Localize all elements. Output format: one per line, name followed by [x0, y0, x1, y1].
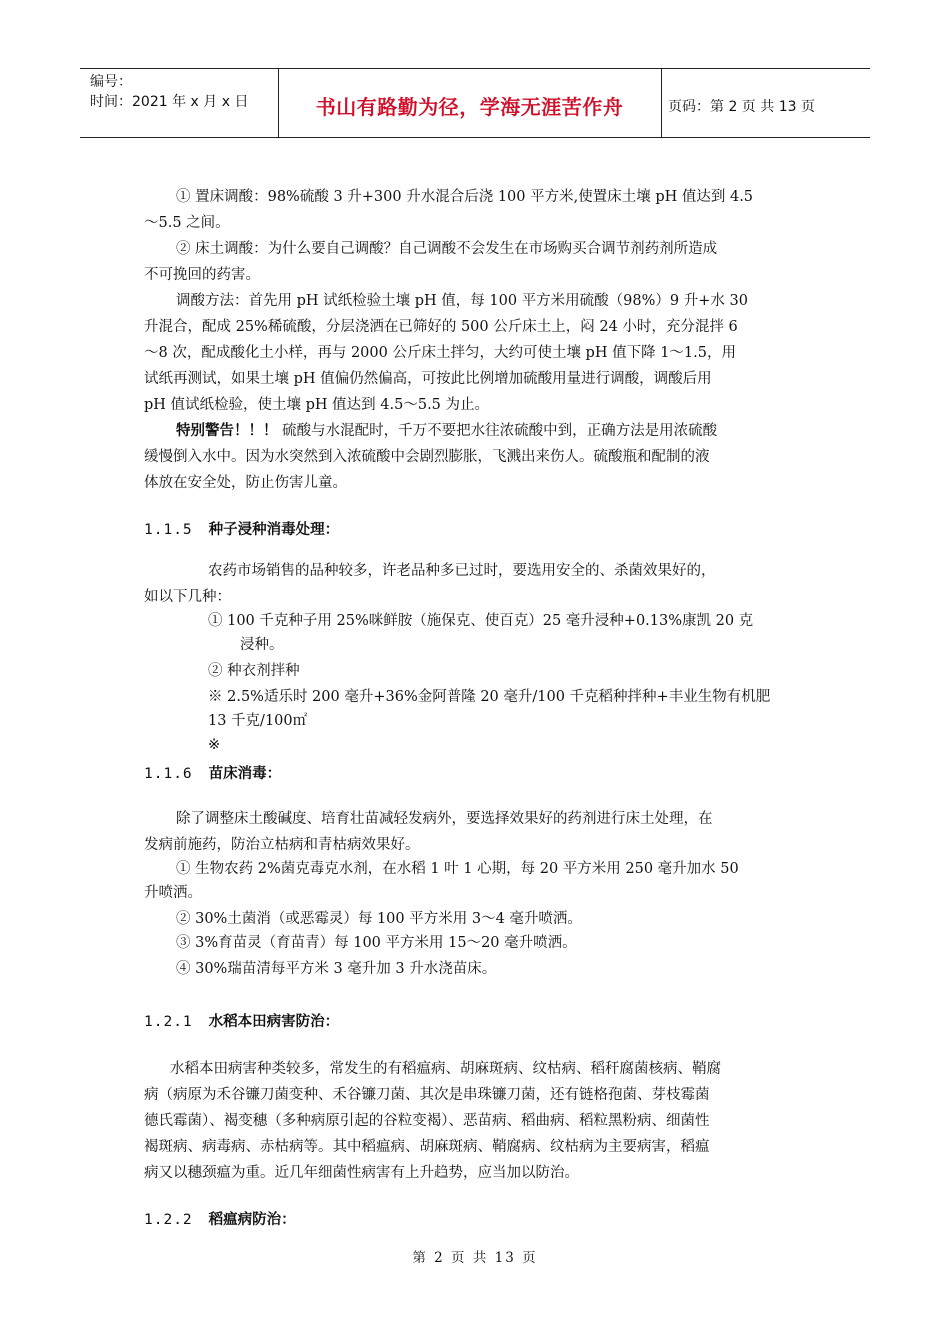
paragraph-line: 水稻本田病害种类较多，常发生的有稻瘟病、胡麻斑病、纹枯病、稻秆腐菌核病、鞘腐	[170, 1061, 721, 1077]
list-item-continuation: 浸种。	[240, 637, 284, 653]
section-number: 1.2.2	[144, 1212, 193, 1228]
list-item: ② 种衣剂拌种	[208, 663, 300, 679]
header-page-info: 页码：第 2 页 共 13 页	[668, 99, 815, 115]
paragraph-line: 病又以穗颈瘟为重。近几年细菌性病害有上升趋势，应当加以防治。	[144, 1165, 579, 1181]
section-heading	[144, 518, 339, 539]
section-number: 1.2.1	[144, 1014, 193, 1030]
section-heading	[144, 1208, 296, 1229]
list-item: ① 100 千克种子用 25%咪鲜胺（施保克、使百克）25 毫升浸种+0.13%康凯 20 克	[208, 613, 754, 629]
paragraph-line: 发病前施药，防治立枯病和青枯病效果好。	[144, 837, 420, 853]
paragraph-line: 褐斑病、病毒病、赤枯病等。其中稻瘟病、胡麻斑病、鞘腐病、纹枯病为主要病害，稻瘟	[144, 1139, 710, 1155]
paragraph-line: 如以下几种：	[144, 589, 231, 605]
list-item: ④ 30%瑞苗清每平方米 3 毫升加 3 升水浇苗床。	[176, 961, 497, 977]
list-item: ③ 3%育苗灵（育苗青）每 100 平方米用 15～20 毫升喷洒。	[176, 935, 577, 951]
document-number: 编号：	[90, 74, 132, 90]
warning-line	[176, 418, 717, 444]
page-footer: 第 2 页 共 13 页	[412, 1250, 538, 1266]
list-item: ※	[208, 737, 221, 753]
warning-label: 特别警告！！！	[176, 422, 278, 439]
paragraph-line: 试纸再测试，如果土壤 pH 值偏仍然偏高，可按此比例增加硫酸用量进行调酸，调酸后用	[144, 371, 712, 387]
list-item: ※ 2.5%适乐时 200 毫升+36%金阿普隆 20 毫升/100 千克稻种拌种+丰业生物有机肥	[208, 689, 771, 705]
section-number: 1.1.6	[144, 766, 193, 782]
paragraph-line: 病（病原为禾谷镰刀菌变种、禾谷镰刀菌、其次是串珠镰刀菌，还有链格孢菌、芽枝霉菌	[144, 1087, 710, 1103]
paragraph-line: 除了调整床土酸碱度、培育壮苗减轻发病外，要选择效果好的药剂进行床土处理，在	[176, 811, 713, 827]
paragraph-line: 体放在安全处，防止伤害儿童。	[144, 475, 347, 491]
section-title: 种子浸种消毒处理：	[208, 521, 340, 538]
paragraph-line: ～5.5 之间。	[144, 215, 230, 231]
paragraph-line: 德氏霉菌）、褐变穗（多种病原引起的谷粒变褐）、恶苗病、稻曲病、稻粒黑粉病、细菌性	[144, 1113, 710, 1129]
paragraph-line: pH 值试纸检验，使土壤 pH 值达到 4.5～5.5 为止。	[144, 397, 490, 413]
section-title: 苗床消毒：	[208, 765, 282, 782]
list-item-continuation: 升喷洒。	[144, 885, 202, 901]
section-heading	[144, 762, 281, 783]
header-meta	[80, 69, 279, 137]
page-header	[80, 68, 870, 138]
paragraph-line: 缓慢倒入水中。因为水突然到入浓硫酸中会剧烈膨胀，飞溅出来伤人。硫酸瓶和配制的液	[144, 449, 710, 465]
document-date: 时间：2021 年 x 月 x 日	[90, 94, 249, 110]
paragraph-line: 调酸方法：首先用 pH 试纸检验土壤 pH 值，每 100 平方米用硫酸（98%）9 升+水 30	[176, 293, 748, 309]
paragraph-line: 农药市场销售的品种较多，许老品种多已过时，要选用安全的、杀菌效果好的，	[208, 563, 716, 579]
list-item: ① 生物农药 2%菌克毒克水剂，在水稻 1 叶 1 心期，每 20 平方米用 250 毫升加水 50	[176, 861, 739, 877]
section-title: 水稻本田病害防治：	[208, 1013, 340, 1030]
section-title: 稻瘟病防治：	[208, 1211, 296, 1228]
list-item: ② 30%土菌消（或恶霉灵）每 100 平方米用 3～4 毫升喷洒。	[176, 911, 582, 927]
section-number: 1.1.5	[144, 522, 193, 538]
paragraph-line: 不可挽回的药害。	[144, 267, 260, 283]
paragraph-line: ～8 次，配成酸化土小样，再与 2000 公斤床土拌匀，大约可使土壤 pH 值下降 1～1.5，用	[144, 345, 736, 361]
header-motto: 书山有路勤为径，学海无涯苦作舟	[278, 69, 662, 137]
paragraph-line: 升混合，配成 25%稀硫酸，分层浇洒在已筛好的 500 公斤床土上，闷 24 小时，充分混拌 6	[144, 319, 738, 335]
section-heading	[144, 1010, 339, 1031]
paragraph-line: ① 置床调酸：98%硫酸 3 升+300 升水混合后浇 100 平方米,使置床土壤 pH 值达到 4.5	[176, 189, 754, 205]
paragraph-line: ② 床土调酸：为什么要自己调酸？自己调酸不会发生在市场购买合调节剂药剂所造成	[176, 241, 718, 257]
list-item-continuation: 13 千克/100㎡	[208, 713, 308, 729]
warning-text: 硫酸与水混配时，千万不要把水往浓硫酸中到，正确方法是用浓硫酸	[282, 423, 718, 439]
